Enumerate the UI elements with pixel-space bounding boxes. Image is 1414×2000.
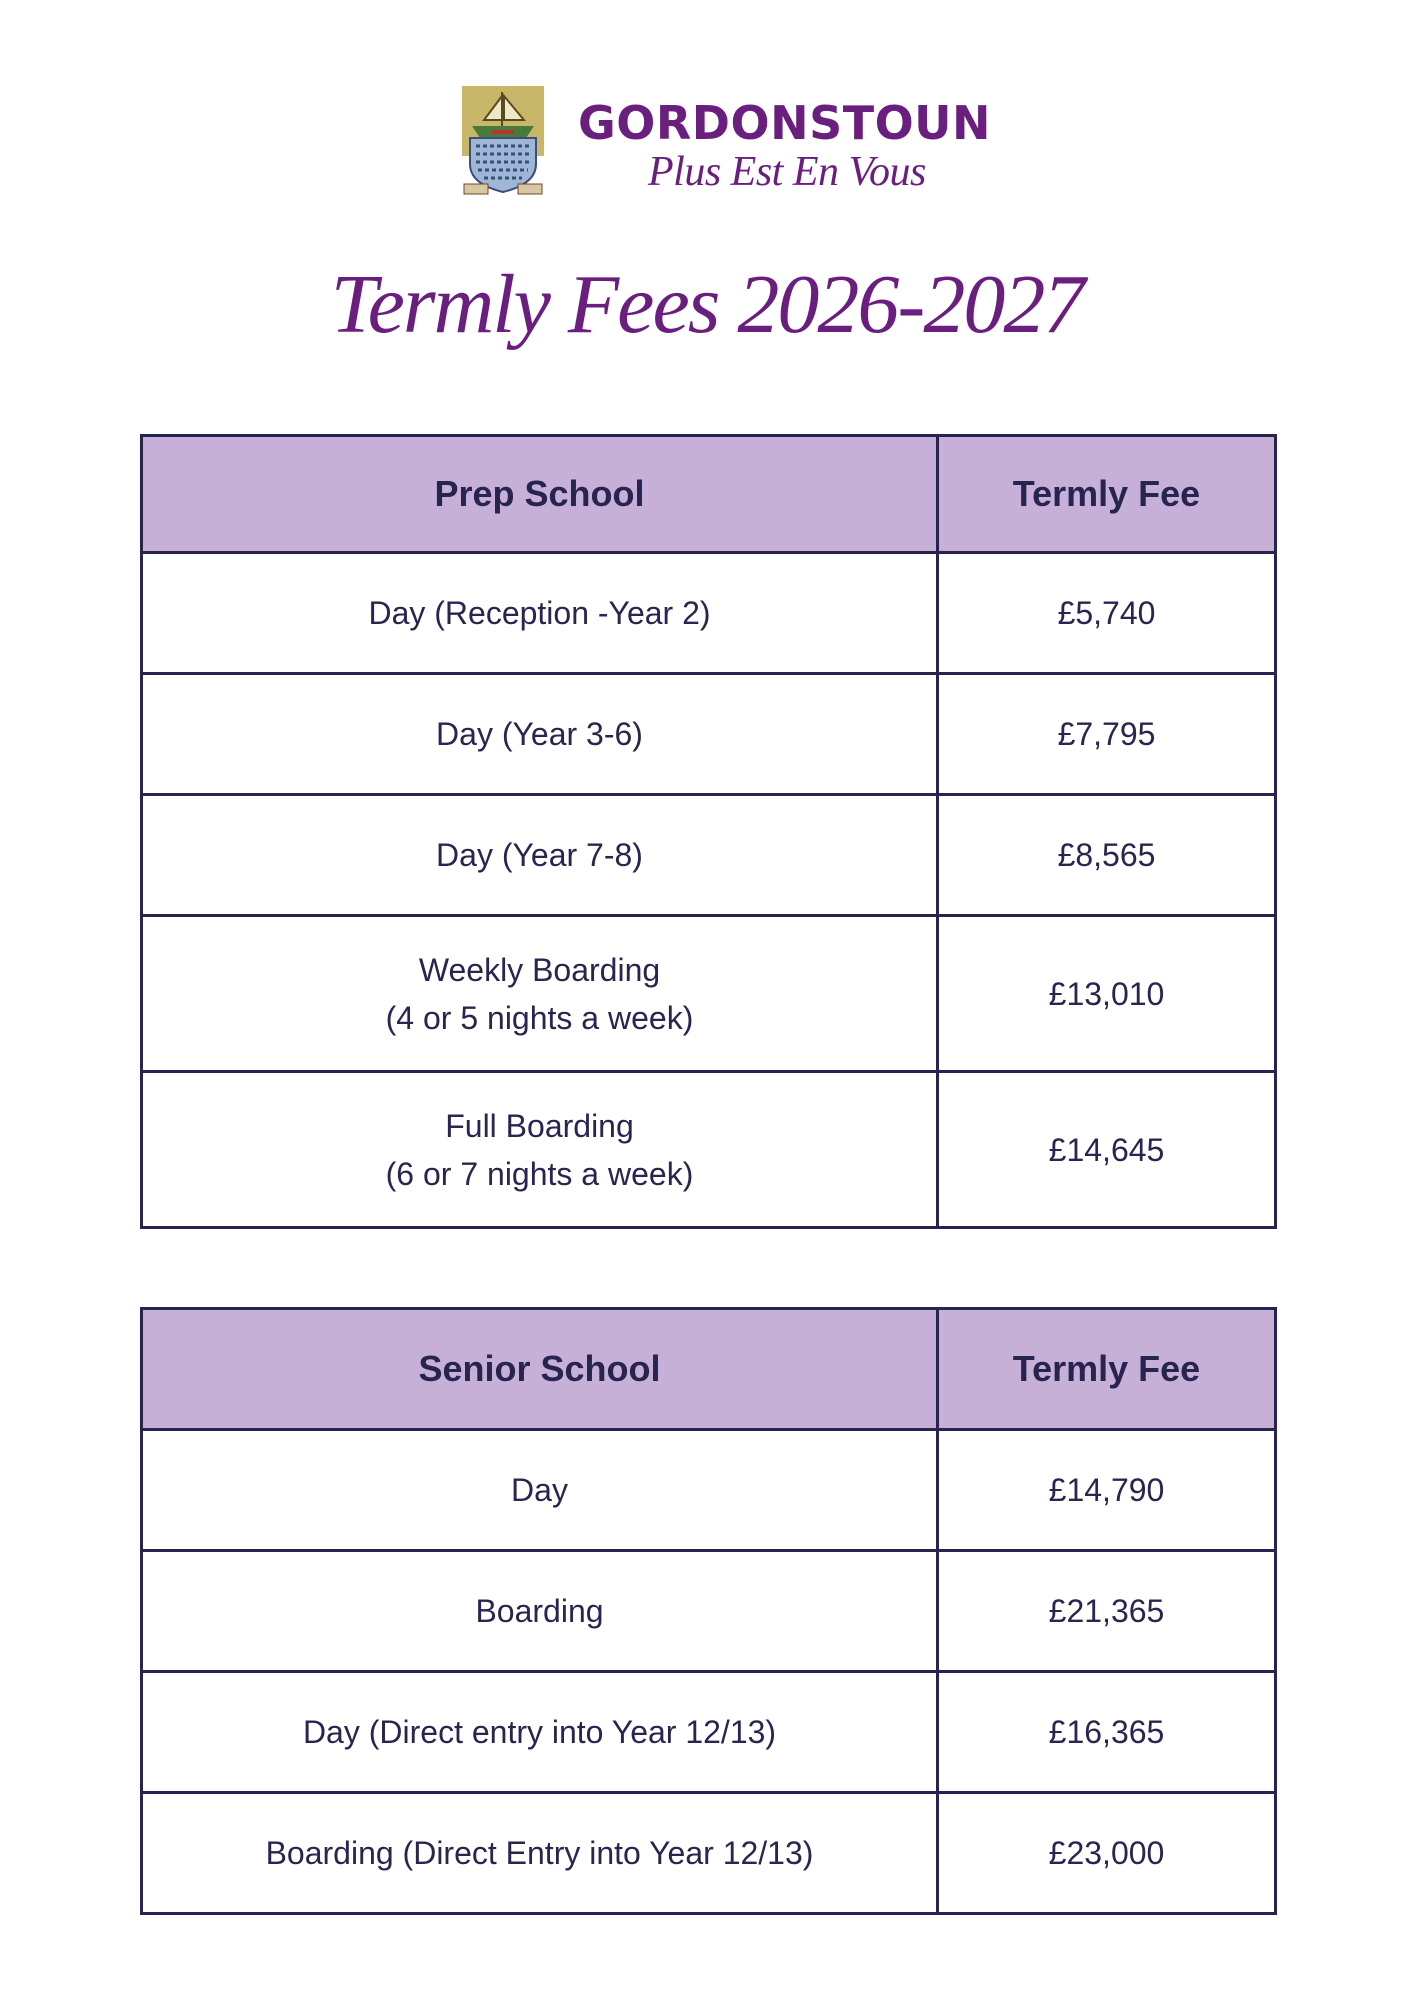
row-label: Day (Year 3-6) bbox=[142, 674, 938, 795]
row-label-main: Full Boarding bbox=[445, 1107, 634, 1144]
row-fee: £5,740 bbox=[938, 553, 1276, 674]
table-header-row bbox=[142, 436, 1276, 553]
table-row bbox=[142, 1793, 1276, 1914]
table-row bbox=[142, 795, 1276, 916]
brand-name: GORDONSTOUN bbox=[578, 96, 992, 150]
row-fee: £14,645 bbox=[938, 1072, 1276, 1228]
page-title: Termly Fees 2026-2027 bbox=[330, 258, 1084, 351]
row-label bbox=[142, 916, 938, 1072]
crest-icon bbox=[462, 86, 544, 198]
table-row bbox=[142, 1430, 1276, 1551]
page-header bbox=[0, 0, 1414, 210]
row-label: Day (Reception -Year 2) bbox=[142, 553, 938, 674]
column-header-category: Prep School bbox=[142, 436, 938, 553]
table-row bbox=[142, 1072, 1276, 1228]
row-fee: £16,365 bbox=[938, 1672, 1276, 1793]
row-fee: £14,790 bbox=[938, 1430, 1276, 1551]
row-fee: £23,000 bbox=[938, 1793, 1276, 1914]
column-header-category: Senior School bbox=[142, 1309, 938, 1430]
row-fee: £13,010 bbox=[938, 916, 1276, 1072]
table-row bbox=[142, 553, 1276, 674]
row-label-sub: (6 or 7 nights a week) bbox=[385, 1155, 694, 1192]
table-header-row bbox=[142, 1309, 1276, 1430]
table-row bbox=[142, 1672, 1276, 1793]
row-fee: £8,565 bbox=[938, 795, 1276, 916]
column-header-fee: Termly Fee bbox=[938, 1309, 1276, 1430]
row-label: Day (Year 7-8) bbox=[142, 795, 938, 916]
brand-motto: Plus Est En Vous bbox=[648, 149, 926, 195]
prep-school-fees-table bbox=[140, 434, 1277, 1229]
row-label-main: Weekly Boarding bbox=[418, 951, 661, 988]
row-fee: £21,365 bbox=[938, 1551, 1276, 1672]
table-row bbox=[142, 674, 1276, 795]
table-row bbox=[142, 916, 1276, 1072]
row-label: Day (Direct entry into Year 12/13) bbox=[142, 1672, 938, 1793]
row-label: Boarding (Direct Entry into Year 12/13) bbox=[142, 1793, 938, 1914]
row-label: Day bbox=[142, 1430, 938, 1551]
table-row bbox=[142, 1551, 1276, 1672]
row-fee: £7,795 bbox=[938, 674, 1276, 795]
column-header-fee: Termly Fee bbox=[938, 436, 1276, 553]
row-label bbox=[142, 1072, 938, 1228]
senior-school-fees-table bbox=[140, 1307, 1277, 1915]
row-label-sub: (4 or 5 nights a week) bbox=[385, 999, 694, 1036]
row-label: Boarding bbox=[142, 1551, 938, 1672]
